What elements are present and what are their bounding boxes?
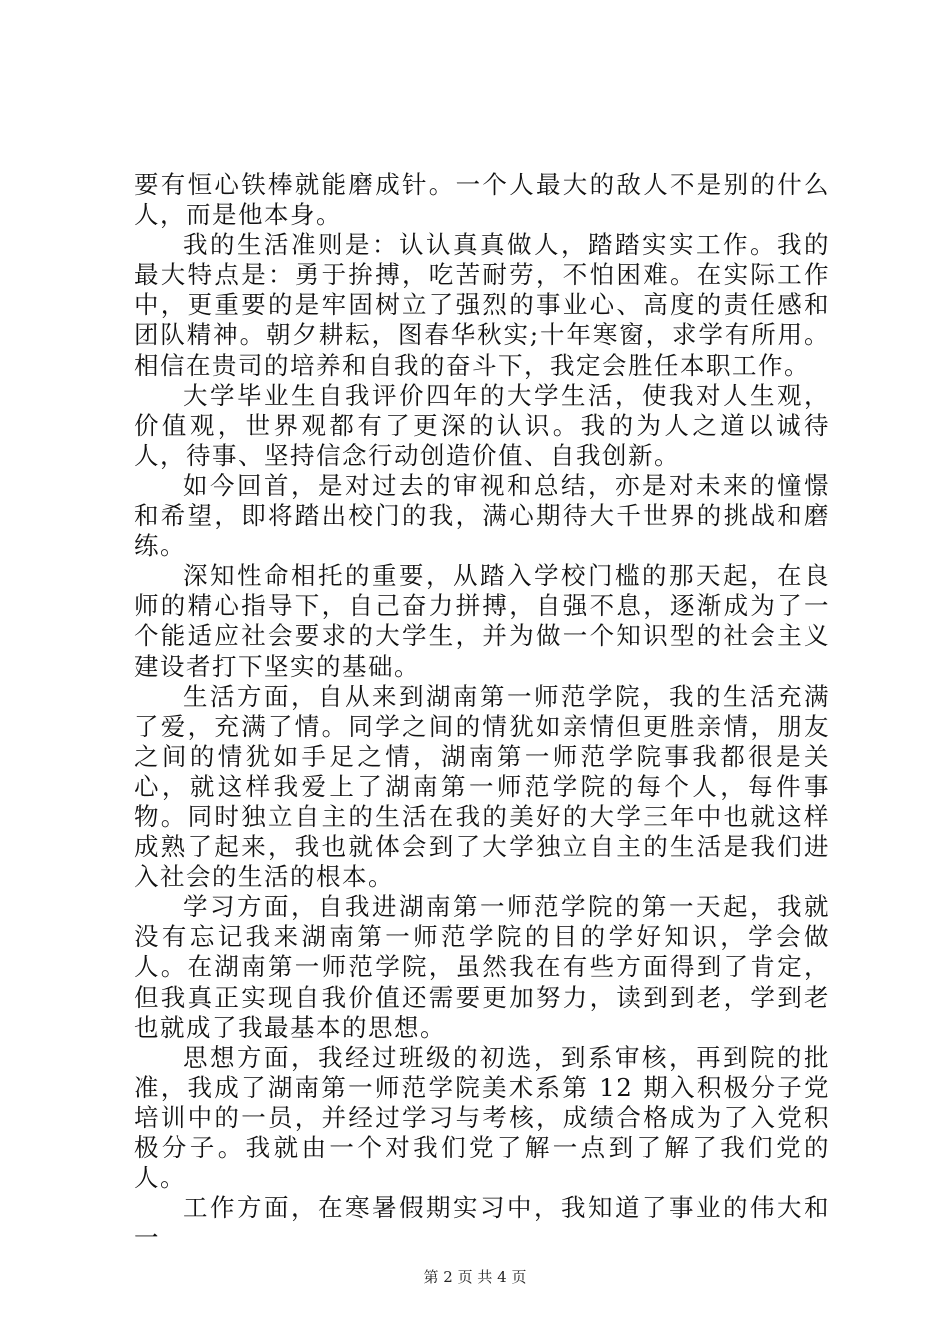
paragraph-1: 要有恒心铁棒就能磨成针。一个人最大的敌人不是别的什么人，而是他本身。 xyxy=(134,170,830,230)
paragraph-9: 工作方面，在寒暑假期实习中，我知道了事业的伟大和一 xyxy=(134,1193,830,1253)
paragraph-2: 我的生活准则是：认认真真做人，踏踏实实工作。我的最大特点是：勇于拚搏，吃苦耐劳，不怕困难。在实际工作中，更重要的是牢固树立了强烈的事业心、高度的责任感和团队精神。朝夕耕耘，图春华秋实;十年寒窗，求学有所用。相信在贵司的培养和自我的奋斗下，我定会胜任本职工作。 xyxy=(134,230,830,380)
paragraph-7: 学习方面，自我进湖南第一师范学院的第一天起，我就没有忘记我来湖南第一师范学院的目的学好知识，学会做人。在湖南第一师范学院，虽然我在有些方面得到了肯定，但我真正实现自我价值还需要更加努力，读到到老，学到老也就成了我最基本的思想。 xyxy=(134,892,830,1042)
paragraph-5: 深知性命相托的重要，从踏入学校门槛的那天起，在良师的精心指导下，自己奋力拼搏，自强不息，逐渐成为了一个能适应社会要求的大学生，并为做一个知识型的社会主义建设者打下坚实的基础。 xyxy=(134,561,830,681)
paragraph-8: 思想方面，我经过班级的初选，到系审核，再到院的批准，我成了湖南第一师范学院美术系第 12 期入积极分子党培训中的一员，并经过学习与考核，成绩合格成为了入党积极分子。我就由一个对我们党了解一点到了解了我们党的人。 xyxy=(134,1042,830,1193)
paragraph-6: 生活方面，自从来到湖南第一师范学院，我的生活充满了爱，充满了情。同学之间的情犹如亲情但更胜亲情，朋友之间的情犹如手足之情，湖南第一师范学院事我都很是关心，就这样我爱上了湖南第一师范学院的每个人，每件事物。同时独立自主的生活在我的美好的大学三年中也就这样成熟了起来，我也就体会到了大学独立自主的生活是我们进入社会的生活的根本。 xyxy=(134,681,830,892)
paragraph-3: 大学毕业生自我评价四年的大学生活，使我对人生观，价值观，世界观都有了更深的认识。我的为人之道以诚待人，待事、坚持信念行动创造价值、自我创新。 xyxy=(134,380,830,470)
page-number-footer: 第 2 页 共 4 页 xyxy=(423,1268,527,1286)
paragraph-4: 如今回首，是对过去的审视和总结，亦是对未来的憧憬和希望，即将踏出校门的我，满心期待大千世界的挑战和磨练。 xyxy=(134,470,830,561)
document-body xyxy=(134,170,830,1253)
